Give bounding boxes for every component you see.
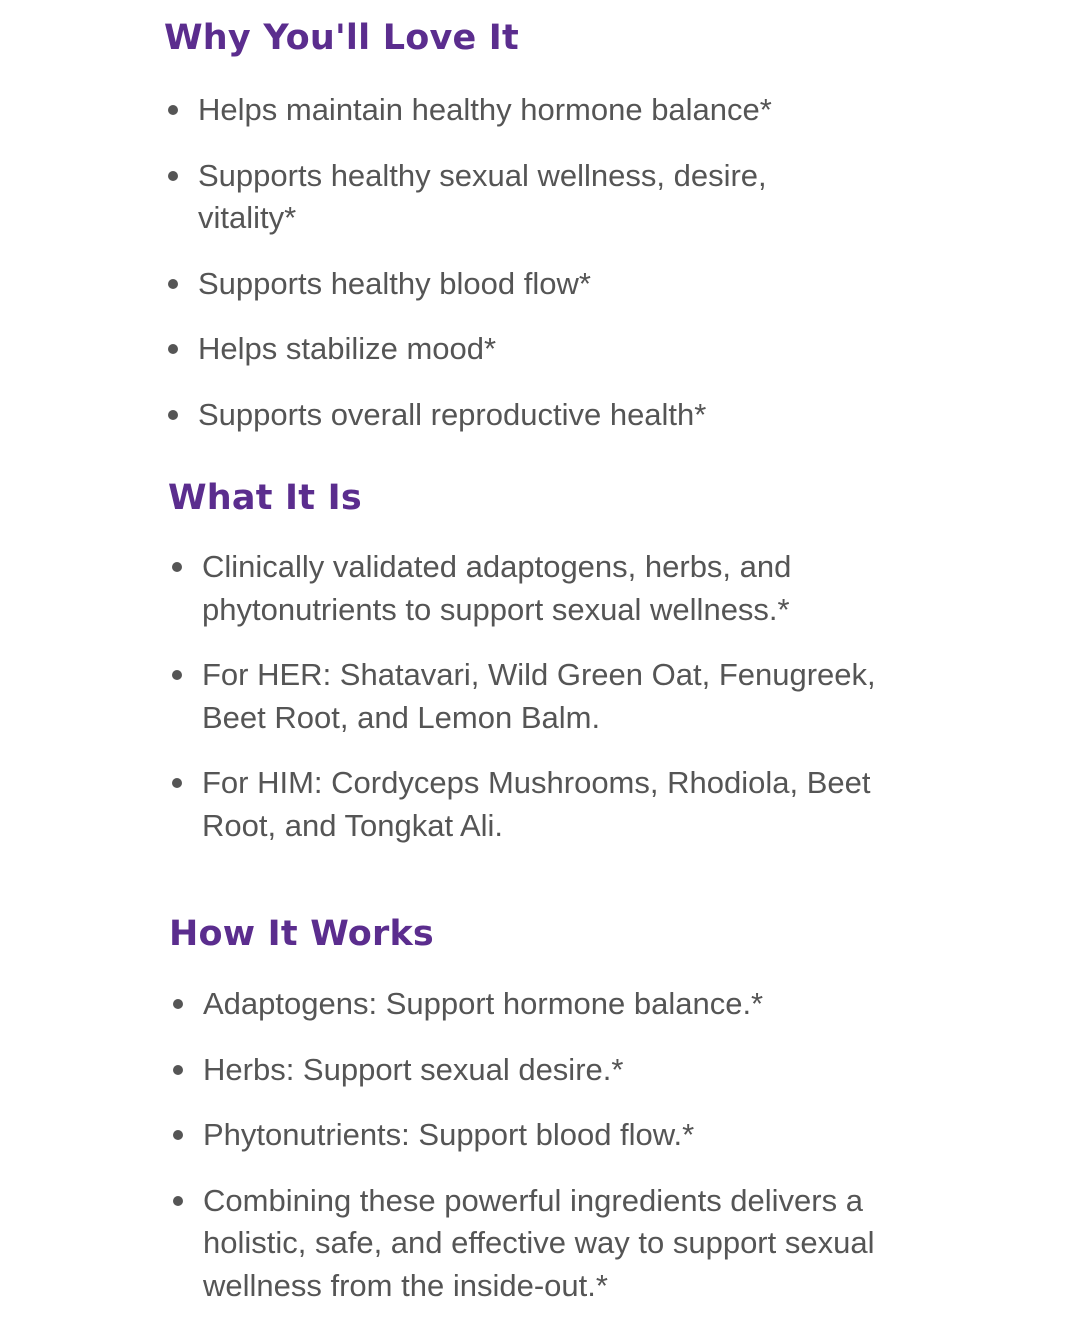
- bullet-icon: [168, 344, 178, 354]
- list-item: [164, 155, 858, 240]
- bullet-icon: [172, 562, 182, 572]
- list-item: [169, 1049, 923, 1092]
- list-item: [169, 983, 923, 1026]
- list-item-text: Combining these powerful ingredients delivers a holistic, safe, and effective way to support sexual wellness from the inside-out.*: [203, 1182, 875, 1303]
- list-item: [169, 1114, 923, 1157]
- bullet-icon: [168, 105, 178, 115]
- mechanism-list: [169, 983, 929, 1307]
- section-why-youll-love-it: [164, 16, 924, 436]
- bullet-icon: [173, 1196, 183, 1206]
- list-item-text: Supports healthy blood flow*: [198, 265, 591, 301]
- list-item: [164, 328, 858, 371]
- section-heading: How It Works: [169, 914, 434, 954]
- description-list: [168, 546, 928, 847]
- list-item-text: For HER: Shatavari, Wild Green Oat, Fenugreek, Beet Root, and Lemon Balm.: [202, 657, 876, 735]
- list-item-text: Helps stabilize mood*: [198, 331, 497, 366]
- list-item-text: Phytonutrients: Support blood flow.*: [203, 1117, 695, 1152]
- list-item-text: Supports overall reproductive health*: [198, 396, 707, 432]
- list-item: [168, 546, 922, 631]
- bullet-icon: [173, 999, 183, 1009]
- list-item: [168, 762, 922, 847]
- list-item-text: Supports healthy sexual wellness, desire, vitality*: [198, 157, 767, 235]
- bullet-icon: [168, 410, 178, 420]
- list-item: [164, 394, 858, 437]
- list-item-text: Adaptogens: Support hormone balance.*: [203, 986, 764, 1021]
- bullet-icon: [172, 778, 182, 788]
- list-item-text: For HIM: Cordyceps Mushrooms, Rhodiola, Beet Root, and Tongkat Ali.: [202, 765, 871, 843]
- section-what-it-is: [168, 476, 928, 847]
- list-item-text: Clinically validated adaptogens, herbs, and phytonutrients to support sexual wellness.*: [202, 549, 792, 627]
- section-how-it-works: [169, 912, 929, 1307]
- list-item: [168, 654, 922, 739]
- list-item: [164, 263, 858, 306]
- bullet-icon: [173, 1065, 183, 1075]
- bullet-icon: [168, 279, 178, 289]
- list-item: [164, 89, 858, 132]
- section-heading: What It Is: [168, 478, 362, 518]
- list-item-text: Helps maintain healthy hormone balance*: [198, 92, 772, 127]
- list-item: [169, 1180, 923, 1308]
- list-item-text: Herbs: Support sexual desire.*: [203, 1051, 624, 1087]
- bullet-icon: [168, 171, 178, 181]
- bullet-icon: [173, 1130, 183, 1140]
- section-heading: Why You'll Love It: [164, 18, 519, 58]
- bullet-icon: [172, 670, 182, 680]
- benefits-list: [164, 89, 924, 436]
